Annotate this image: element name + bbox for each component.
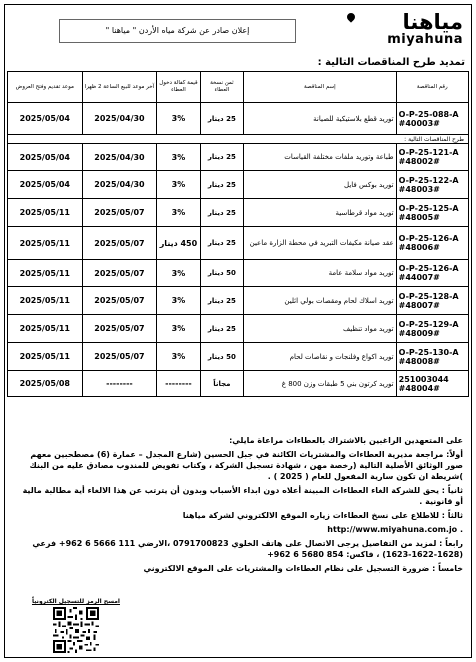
note-fourth: رابعاً : لمزيد من التفاصيل يرجى الاتصال على هاتف الخلوي 0791700823 ،الارضي 111 5666 6 962+ فرعي (1628-1622-1623) ، فاكس: 854 5680 6 962+: [32, 539, 463, 559]
cell-opening: 2025/05/11: [8, 343, 83, 371]
header-opening: موعد تقديم وفتح العروض: [8, 72, 83, 103]
qr-code-icon[interactable]: [51, 607, 101, 653]
notes: [13, 435, 463, 577]
website-link[interactable]: http://www.miyahuna.com.jo .: [327, 525, 463, 534]
cell-last-sale: 2025/04/30: [82, 171, 157, 199]
cell-code: O-P-25-122-A #48003#: [396, 171, 468, 199]
cell-code: O-P-25-088-A #40003#: [396, 103, 468, 135]
separator-row: [8, 135, 469, 144]
cell-price: 25 دينار: [200, 144, 243, 171]
header-guarantee: قيمة كفالة دخول العطاء: [157, 72, 200, 103]
cell-price: 25 دينار: [200, 199, 243, 227]
header-price: ثمن نسخة العطاء: [200, 72, 243, 103]
separator-label: طرح المناقصات التالية :: [8, 135, 469, 144]
tenders-table: [7, 71, 469, 397]
cell-code: O-P-25-125-A #48005#: [396, 199, 468, 227]
cell-guarantee: 3%: [157, 103, 200, 135]
cell-code: O-P-25-126-A #44007#: [396, 260, 468, 287]
cell-name: توريد بوكس فايل: [244, 171, 397, 199]
note-third: ثالثاً : للاطلاع على نسخ العطاءات زياره الموقع الالكتروني لشركة مياهنا: [182, 511, 463, 520]
cell-code: O-P-25-130-A #48008#: [396, 343, 468, 371]
table-row: [8, 144, 469, 171]
cell-name: توريد مواد قرطاسية: [244, 199, 397, 227]
cell-code: O-P-25-128-A #48007#: [396, 287, 468, 315]
logo-english: miyahuna: [387, 32, 463, 47]
cell-opening: 2025/05/11: [8, 287, 83, 315]
cell-opening: 2025/05/04: [8, 144, 83, 171]
cell-opening: 2025/05/04: [8, 171, 83, 199]
cell-name: توريد مواد سلامة عامة: [244, 260, 397, 287]
cell-guarantee: 3%: [157, 144, 200, 171]
qr-label: امسح الرمز للتسجيل الكترونياً: [31, 598, 120, 605]
cell-opening: 2025/05/11: [8, 260, 83, 287]
table-row: [8, 171, 469, 199]
qr-block: [31, 598, 121, 657]
cell-code: O-P-25-121-A #48002#: [396, 144, 468, 171]
note-first: أولاً: مراجعة مديرية العطاءات والمشتريات الكائنة في جبل الحسين (شارع المجدل – عمارة (6) مصطحبين معهم صور الوثائق الأصلية التالية (رخصة مهن ، شهادة تسجيل الشركة ، وكتاب تفويض للمندوب مصادق عليه من البنك )شريطة ان تكون سارية المفعول للعام ( 2025 ) .: [29, 450, 463, 481]
cell-price: 25 دينار: [200, 103, 243, 135]
cell-price: 25 دينار: [200, 227, 243, 260]
cell-guarantee: 450 دينار: [157, 227, 200, 260]
cell-last-sale: 2025/05/07: [82, 287, 157, 315]
note-fifth: خامساً : ضرورة التسجيل على نظام العطاءات والمشتريات على الموقع الالكتروني: [143, 564, 463, 573]
cell-guarantee: 3%: [157, 315, 200, 343]
cell-last-sale: 2025/05/07: [82, 260, 157, 287]
cell-price: 25 دينار: [200, 171, 243, 199]
logo-arabic: مياهنا: [402, 10, 463, 34]
cell-name: توريد كرتون بني 5 طبقات وزن 800 غ: [244, 371, 397, 397]
cell-name: توريد اكواع وفلنجات و نقاصات لحام: [244, 343, 397, 371]
cell-guarantee: 3%: [157, 260, 200, 287]
cell-name: توريد قطع بلاستيكية للصيانة: [244, 103, 397, 135]
table-row: [8, 287, 469, 315]
cell-last-sale: 2025/04/30: [82, 144, 157, 171]
cell-last-sale: 2025/05/07: [82, 227, 157, 260]
notes-intro: على المتعهدين الراغبين بالاشتراك بالعطاءات مراعاة مايلي:: [229, 436, 463, 445]
page-title: تمديد طرح المناقصات التالية :: [317, 57, 465, 68]
table-row: [8, 260, 469, 287]
header-code: رقم المناقصة: [396, 72, 468, 103]
cell-name: عقد صيانة مكيفات التبريد في محطة الزارة ماعين: [244, 227, 397, 260]
cell-name: طباعة وتوريد ملفات مختلفة القياسات: [244, 144, 397, 171]
cell-opening: 2025/05/04: [8, 103, 83, 135]
note-second: ثانياً : يحق للشركة الغاء العطاءات المبينة أعلاه دون ابداء الأسباب وبدون أن يترتب عن هذا الالغاء أية مطالبة مالية أو قانونية .: [22, 486, 463, 506]
cell-guarantee: --------: [157, 371, 200, 397]
cell-price: 25 دينار: [200, 287, 243, 315]
table-row: [8, 103, 469, 135]
cell-price: 25 دينار: [200, 315, 243, 343]
cell-price: مجاناً: [200, 371, 243, 397]
header-name: إسم المناقصة: [244, 72, 397, 103]
table-row: [8, 343, 469, 371]
table-row: [8, 199, 469, 227]
cell-code: 251003044 #48004#: [396, 371, 468, 397]
cell-last-sale: 2025/04/30: [82, 103, 157, 135]
cell-last-sale: 2025/05/07: [82, 315, 157, 343]
cell-opening: 2025/05/11: [8, 315, 83, 343]
cell-opening: 2025/05/11: [8, 227, 83, 260]
cell-guarantee: 3%: [157, 199, 200, 227]
cell-guarantee: 3%: [157, 287, 200, 315]
cell-last-sale: --------: [82, 371, 157, 397]
miyahuna-logo: [343, 11, 463, 49]
announcement-box: إعلان صادر عن شركة مياه الأردن " مياهنا ": [59, 19, 296, 43]
cell-last-sale: 2025/05/07: [82, 343, 157, 371]
cell-name: توريد مواد تنظيف: [244, 315, 397, 343]
cell-opening: 2025/05/11: [8, 199, 83, 227]
table-row: [8, 227, 469, 260]
cell-guarantee: 3%: [157, 171, 200, 199]
cell-code: O-P-25-126-A #48006#: [396, 227, 468, 260]
table-row: [8, 315, 469, 343]
header: [5, 5, 471, 53]
cell-code: O-P-25-129-A #48009#: [396, 315, 468, 343]
cell-opening: 2025/05/08: [8, 371, 83, 397]
cell-guarantee: 3%: [157, 343, 200, 371]
cell-name: توريد اسلاك لحام ومقصات بولي اثلين: [244, 287, 397, 315]
header-last-sale: آخر موعد للبيع الساعة 2 ظهرا: [82, 72, 157, 103]
cell-price: 50 دينار: [200, 260, 243, 287]
cell-price: 50 دينار: [200, 343, 243, 371]
newspaper-ad: [4, 4, 472, 658]
table-header-row: [8, 72, 469, 103]
table-row: [8, 371, 469, 397]
cell-last-sale: 2025/05/07: [82, 199, 157, 227]
